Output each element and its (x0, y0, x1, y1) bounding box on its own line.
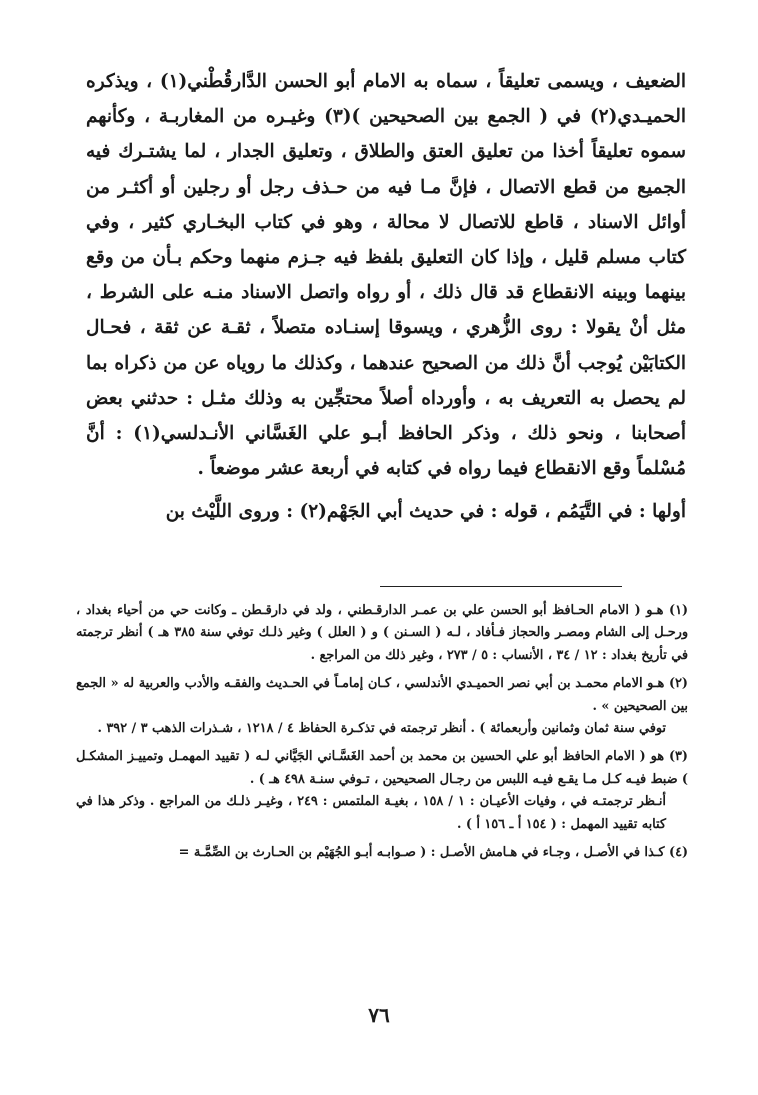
footnote-2 (76, 673, 688, 740)
footnote-4 (76, 842, 688, 864)
footnotes-block (76, 600, 688, 864)
footnote-number: (٤) (669, 845, 688, 861)
footnote-continuation: توفي سنة ثمان وثمانين وأربعمائة ) . أنظر ترجمته في تذكـرة الحفاظ ٤ / ١٢١٨ ، شـذرات الذهب ٣ / ٣٩٢ . (97, 721, 666, 737)
footnote-1 (76, 600, 688, 667)
main-text-block (86, 64, 686, 530)
footnote-text: كـذا في الأصـل ، وجـاء في هـامش الأصـل : ( صـوابـه أبـو الجُهَيْم بن الحـارث بن الصِّمَّـة = (178, 845, 665, 861)
page-number: ٧٦ (368, 1003, 390, 1027)
main-paragraph-1: الضعيف ، ويسمى تعليقاً ، سماه به الامام أبو الحسن الدَّارقُطْني(١) ، ويذكره الحميـدي(٢) في ( الجمع بين الصحيحين )(٣) وغيـره من المغاربـة ، وكأنهم سموه تعليقاً أخذا من تعليق العتق والطلاق ، وتعليق الجدار ، لما يشتـرك فيه الجميع من قطع الاتصال ، فإنَّ مـا فيه من حـذف رجل أو رجلين أو أكثـر من أوائل الاسناد ، قاطع للاتصال لا محالة ، وهو في كتاب البخـاري كثير ، وفي كتاب مسلم قليل ، وإذا كان التعليق بلفظ فيه جـزم منهما وحكم بـأن من وقع بينهما وبينه الانقطاع قد قال ذلك ، أو رواه واتصل الاسناد منـه على الشرط ، مثل أنْ يقولا : روى الزُّهري ، ويسوقا إسنـاده متصلاً ، ثقـة عن ثقة ، فحـال الكتابَيْن يُوجب أنَّ ذلك من الصحيح عندهما ، وكذلك ما روياه عن من ذكراه بما لم يحصل به التعريف به ، وأورداه أصلاً محتجِّين به وذلك مثـل : حدثني بعض أصحابنا ، ونحو ذلك ، وذكر الحافظ أبـو علي الغَسَّاني الأنـدلسي(١) : أنَّ مُسْلماً وقع الانقطاع فيما رواه في كتابه في أربعة عشر موضعاً . (86, 71, 687, 480)
footnote-number: (١) (669, 603, 688, 618)
footnote-number: (٢) (668, 676, 688, 692)
footnote-number: (٣) (668, 749, 688, 765)
footnote-continuation: أنـظر ترجمتـه في ، وفيات الأعيـان : ١ / ١٥٨ ، بغيـة الملتمس : ٢٤٩ ، وغيـر ذلـك من المراجع . وذكر هذا في كتابه تقييد المهمل : ( ١٥٤ أ ـ ١٥٦ أ ) . (76, 794, 666, 832)
footnote-separator (380, 586, 622, 587)
footnote-3 (76, 746, 688, 836)
footnote-text: هـو ( الامام الحـافظ أبو الحسن علي بن عمـر الدارقـطني ، ولد في دارقـطن ـ وكانت حي من أحياء بغداد ، ورحـل إلى الشام ومصـر والحجاز فـأفاد ، لـه ( السـنن ) و ( العلل ) وغير ذلـك توفي سنة ٣٨٥ هـ ) أنظر ترجمته في تأريخ بغداد : ١٢ / ٣٤ ، الأنساب : ٥ / ٢٧٣ ، وغير ذلك من المراجع . (76, 603, 688, 663)
footnote-text: هو ( الامام الحافظ أبو علي الحسين بن محمد بن أحمد الغَسَّـاني الجَيَّاني لـه ( تقييد المهمـل وتمييـز المشكـل ) ضبط فيـه كـل مـا يقـع فيـه اللبس من رجـال الصحيحين ، تـوفي سنـة ٤٩٨ هـ ) . (76, 749, 688, 787)
main-paragraph-2: أولها : في التَّيَمُم ، قوله : في حديث أبي الجَهْم(٢) : وروى اللَّيْث بن (165, 501, 686, 523)
footnote-text: هـو الامام محمـد بن أبي نصر الحميـدي الأندلسي ، كـان إمامـاً في الحـديث والفقـه والأدب والعربية له « الجمع بين الصحيحين » . (76, 676, 688, 714)
